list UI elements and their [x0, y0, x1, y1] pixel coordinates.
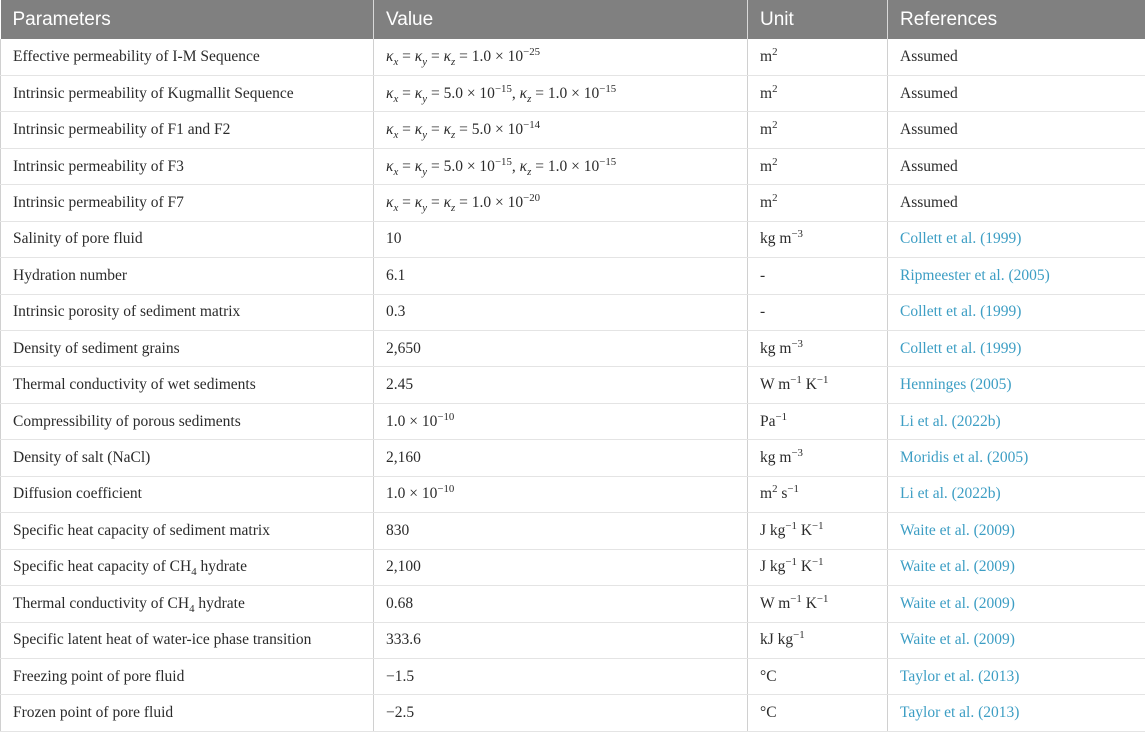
unit-cell: J $kg^{-1}$ $K^{-1}$ [748, 513, 888, 549]
param-cell: Compressibility of porous sediments [1, 403, 374, 439]
param-cell: Intrinsic permeability of F1 and F2 [1, 112, 374, 148]
value-cell: 333.6 [374, 622, 748, 658]
param-cell: Specific heat capacity of sediment matrix [1, 513, 374, 549]
table-row [1, 148, 1145, 184]
param-cell: Intrinsic permeability of F7 [1, 185, 374, 221]
unit-cell: $m^2$ [748, 39, 888, 75]
value-cell: 2,160 [374, 440, 748, 476]
unit-cell: $m^2$ [748, 112, 888, 148]
table-row [1, 367, 1145, 403]
reference-link[interactable]: Henninges (2005) [888, 367, 1145, 403]
value-cell: $\kappa_x = \kappa_y = \kappa_z = 1.0 \times 10^{-25}$ [374, 39, 748, 75]
reference-link[interactable]: Collett et al. (1999) [888, 294, 1145, 330]
unit-cell: kg $m^{-3}$ [748, 221, 888, 257]
unit-cell: - [748, 258, 888, 294]
unit-cell: $m^2$ [748, 148, 888, 184]
value-cell: $\kappa_x = \kappa_y = 5.0 \times 10^{-15}$, $\kappa_z = 1.0 \times 10^{-15}$ [374, 148, 748, 184]
header-parameters: Parameters [12, 8, 111, 30]
unit-cell: kJ $kg^{-1}$ [748, 622, 888, 658]
value-cell: 10 [374, 221, 748, 257]
table-row [1, 75, 1145, 111]
value-cell: $\kappa_x = \kappa_y = 5.0 \times 10^{-15}$, $\kappa_z = 1.0 \times 10^{-15}$ [374, 75, 748, 111]
param-cell: Thermal conductivity of $CH_4$ hydrate [1, 586, 374, 622]
param-cell: Thermal conductivity of wet sediments [1, 367, 374, 403]
unit-cell: $m^2$ [748, 75, 888, 111]
table-row [1, 586, 1145, 622]
table-row [1, 294, 1145, 330]
reference-link[interactable]: Collett et al. (1999) [888, 221, 1145, 257]
table-row [1, 513, 1145, 549]
reference-cell: Assumed [888, 39, 1145, 75]
table-row [1, 658, 1145, 694]
table-row [1, 622, 1145, 658]
unit-cell: $Pa^{-1}$ [748, 403, 888, 439]
unit-cell: J $kg^{-1}$ $K^{-1}$ [748, 549, 888, 585]
value-cell: 0.68 [374, 586, 748, 622]
reference-link[interactable]: Waite et al. (2009) [888, 586, 1145, 622]
unit-cell: W $m^{-1}$ $K^{-1}$ [748, 586, 888, 622]
unit-cell: W $m^{-1}$ $K^{-1}$ [748, 367, 888, 403]
value-cell: $1.0 \times 10^{-10}$ [374, 403, 748, 439]
param-cell: Intrinsic porosity of sediment matrix [1, 294, 374, 330]
reference-link[interactable]: Moridis et al. (2005) [888, 440, 1145, 476]
table-row [1, 221, 1145, 257]
table-row [1, 403, 1145, 439]
param-cell: Hydration number [1, 258, 374, 294]
value-cell: −1.5 [374, 658, 748, 694]
value-cell: $\kappa_x = \kappa_y = \kappa_z = 5.0 \times 10^{-14}$ [374, 112, 748, 148]
reference-link[interactable]: Waite et al. (2009) [888, 622, 1145, 658]
param-cell: Frozen point of pore fluid [1, 695, 374, 731]
reference-cell: Assumed [888, 148, 1145, 184]
param-cell: Intrinsic permeability of Kugmallit Sequence [1, 75, 374, 111]
table-row [1, 440, 1145, 476]
unit-cell: $m^2$ $s^{-1}$ [748, 476, 888, 512]
reference-link[interactable]: Waite et al. (2009) [888, 549, 1145, 585]
header-references: References [888, 0, 1145, 39]
value-cell: 6.1 [374, 258, 748, 294]
unit-cell: kg $m^{-3}$ [748, 440, 888, 476]
value-cell: 2,650 [374, 331, 748, 367]
reference-link[interactable]: Li et al. (2022b) [888, 403, 1145, 439]
reference-link[interactable]: Collett et al. (1999) [888, 331, 1145, 367]
value-cell: 2,100 [374, 549, 748, 585]
param-cell: Effective permeability of I-M Sequence [1, 39, 374, 75]
table-row [1, 185, 1145, 221]
reference-cell: Assumed [888, 75, 1145, 111]
table-row [1, 476, 1145, 512]
table-header-row [1, 0, 1145, 39]
unit-cell: °C [748, 658, 888, 694]
unit-cell: °C [748, 695, 888, 731]
table-row [1, 258, 1145, 294]
param-cell: Diffusion coefficient [1, 476, 374, 512]
table-row [1, 695, 1145, 731]
reference-link[interactable]: Taylor et al. (2013) [888, 658, 1145, 694]
table-row [1, 331, 1145, 367]
param-cell: Specific heat capacity of $CH_4$ hydrate [1, 549, 374, 585]
reference-link[interactable]: Ripmeester et al. (2005) [888, 258, 1145, 294]
reference-link[interactable]: Li et al. (2022b) [888, 476, 1145, 512]
param-cell: Density of salt (NaCl) [1, 440, 374, 476]
value-cell: $\kappa_x = \kappa_y = \kappa_z = 1.0 \times 10^{-20}$ [374, 185, 748, 221]
param-cell: Freezing point of pore fluid [1, 658, 374, 694]
value-cell: 830 [374, 513, 748, 549]
reference-cell: Assumed [888, 112, 1145, 148]
param-cell: Density of sediment grains [1, 331, 374, 367]
value-cell: 2.45 [374, 367, 748, 403]
header-value: Value [374, 0, 748, 39]
reference-link[interactable]: Waite et al. (2009) [888, 513, 1145, 549]
reference-cell: Assumed [888, 185, 1145, 221]
param-cell: Salinity of pore fluid [1, 221, 374, 257]
value-cell: −2.5 [374, 695, 748, 731]
param-cell: Intrinsic permeability of F3 [1, 148, 374, 184]
header-unit: Unit [748, 0, 888, 39]
unit-cell: kg $m^{-3}$ [748, 331, 888, 367]
param-cell: Specific latent heat of water-ice phase transition [1, 622, 374, 658]
reference-link[interactable]: Taylor et al. (2013) [888, 695, 1145, 731]
table-row [1, 112, 1145, 148]
value-cell: $1.0 \times 10^{-10}$ [374, 476, 748, 512]
unit-cell: $m^2$ [748, 185, 888, 221]
value-cell: 0.3 [374, 294, 748, 330]
table-row [1, 549, 1145, 585]
unit-cell: - [748, 294, 888, 330]
table-row [1, 39, 1145, 75]
